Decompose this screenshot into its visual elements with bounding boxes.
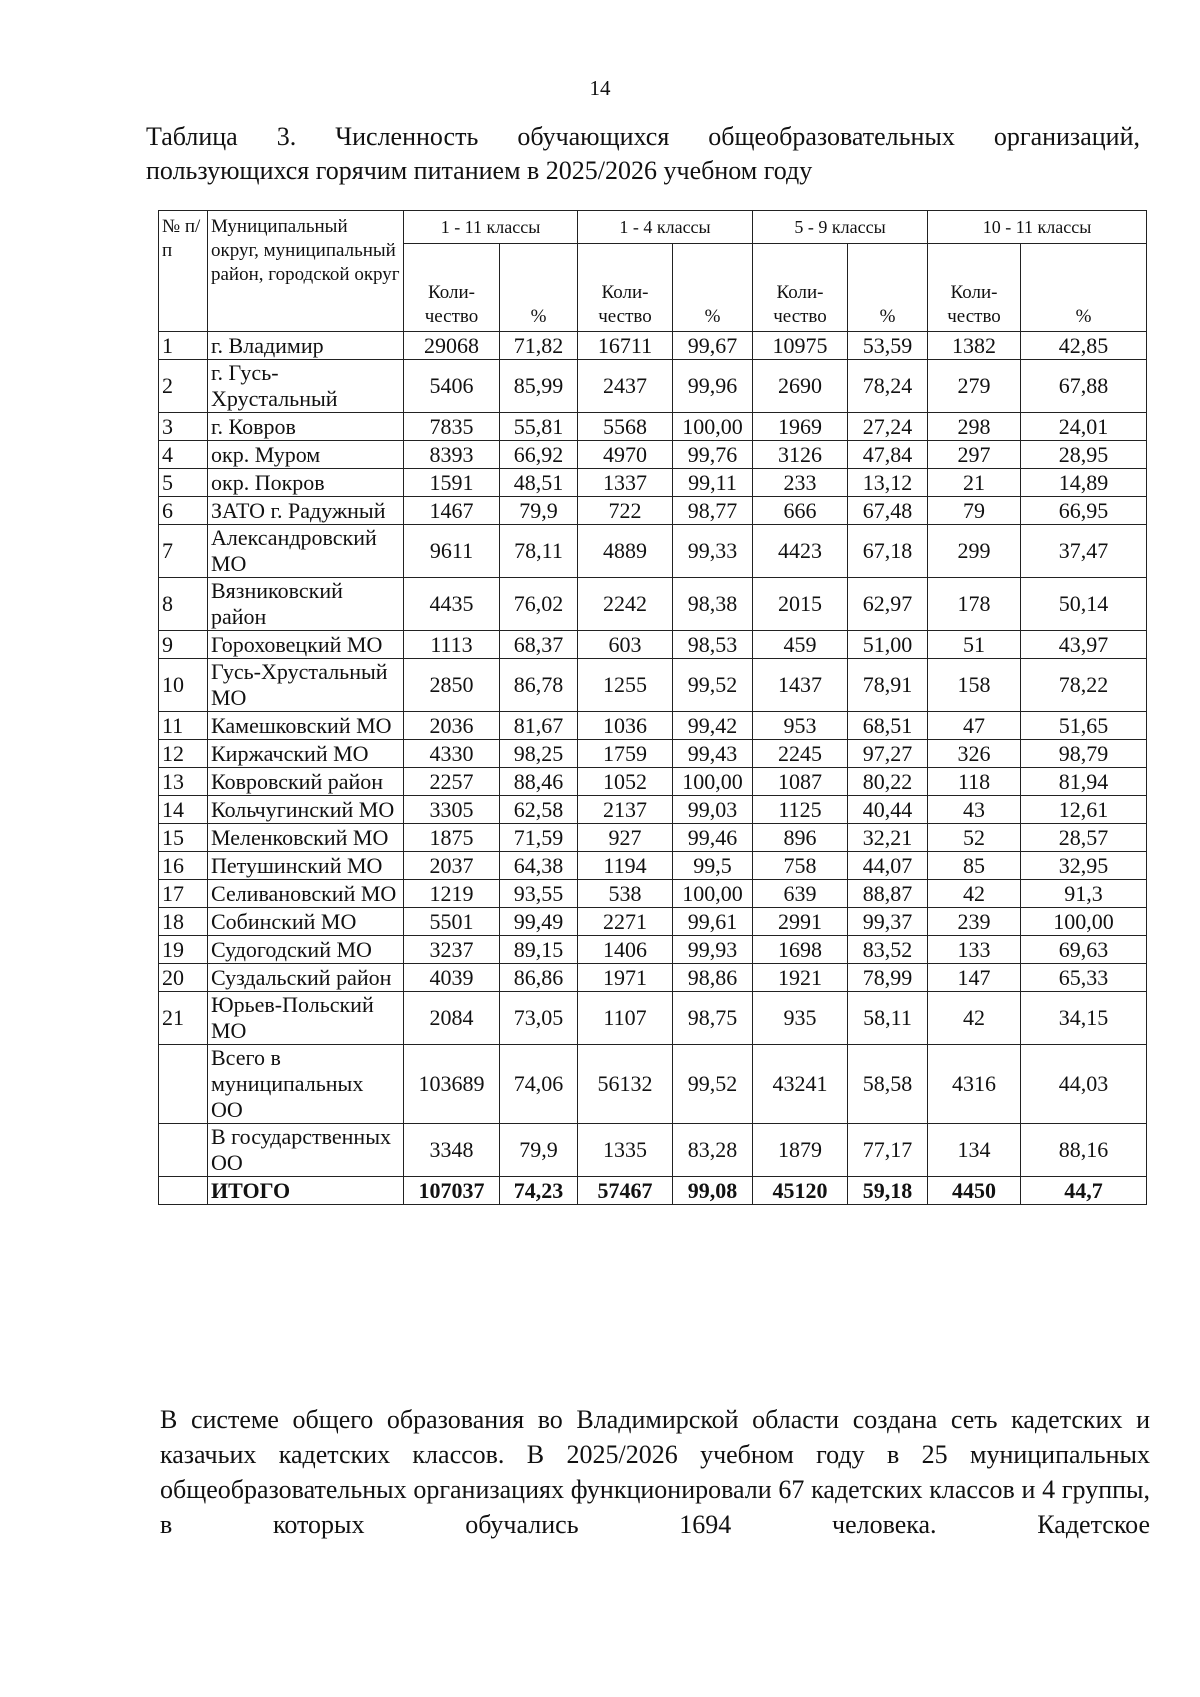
cell-percent: 58,58 (848, 1045, 928, 1124)
cell-quantity: 722 (578, 497, 673, 525)
cell-quantity: 2991 (753, 908, 848, 936)
cell-percent: 13,12 (848, 469, 928, 497)
row-municipality: г. Ковров (208, 413, 404, 441)
row-municipality: Суздальский район (208, 964, 404, 992)
cell-percent: 100,00 (673, 880, 753, 908)
cell-percent: 50,14 (1021, 578, 1147, 631)
cell-percent: 58,11 (848, 992, 928, 1045)
cell-percent: 37,47 (1021, 525, 1147, 578)
header-group-1-11: 1 - 11 классы (404, 211, 578, 244)
table-row (159, 880, 1147, 908)
row-municipality: Всего в муниципальных ОО (208, 1045, 404, 1124)
cell-percent: 98,53 (673, 631, 753, 659)
table-row (159, 936, 1147, 964)
cell-quantity: 298 (928, 413, 1021, 441)
cell-percent: 86,78 (500, 659, 578, 712)
row-municipality: Гороховецкий МО (208, 631, 404, 659)
row-number: 11 (159, 712, 208, 740)
header-group-10-11: 10 - 11 классы (928, 211, 1147, 244)
cell-quantity: 1467 (404, 497, 500, 525)
cell-percent: 99,37 (848, 908, 928, 936)
cell-quantity: 2257 (404, 768, 500, 796)
cell-percent: 88,87 (848, 880, 928, 908)
cell-percent: 44,03 (1021, 1045, 1147, 1124)
row-number: 5 (159, 469, 208, 497)
cell-quantity: 4450 (928, 1177, 1021, 1205)
table-header-row-groups (159, 211, 1147, 244)
row-number (159, 1045, 208, 1124)
cell-percent: 99,67 (673, 332, 753, 360)
cell-quantity: 10975 (753, 332, 848, 360)
row-number: 4 (159, 441, 208, 469)
table-row (159, 360, 1147, 413)
row-number (159, 1177, 208, 1205)
cell-quantity: 1036 (578, 712, 673, 740)
cell-percent: 99,93 (673, 936, 753, 964)
cell-percent: 71,59 (500, 824, 578, 852)
cell-percent: 24,01 (1021, 413, 1147, 441)
cell-quantity: 1406 (578, 936, 673, 964)
cell-percent: 53,59 (848, 332, 928, 360)
cell-percent: 85,99 (500, 360, 578, 413)
cell-quantity: 2084 (404, 992, 500, 1045)
cell-percent: 99,5 (673, 852, 753, 880)
cell-percent: 98,79 (1021, 740, 1147, 768)
row-municipality: окр. Покров (208, 469, 404, 497)
cell-percent: 66,95 (1021, 497, 1147, 525)
header-num: № п/п (159, 211, 208, 332)
row-number: 20 (159, 964, 208, 992)
table-row (159, 441, 1147, 469)
table-row (159, 1045, 1147, 1124)
cell-quantity: 4970 (578, 441, 673, 469)
cell-percent: 81,67 (500, 712, 578, 740)
cell-quantity: 1125 (753, 796, 848, 824)
cell-percent: 98,86 (673, 964, 753, 992)
table-row (159, 964, 1147, 992)
cell-quantity: 1875 (404, 824, 500, 852)
cell-quantity: 7835 (404, 413, 500, 441)
table-row (159, 852, 1147, 880)
header-qty: Коли-чество (753, 244, 848, 332)
row-municipality: окр. Муром (208, 441, 404, 469)
cell-percent: 34,15 (1021, 992, 1147, 1045)
cell-percent: 55,81 (500, 413, 578, 441)
header-municipality: Муниципальный округ, муниципальный район, городской округ (208, 211, 404, 332)
table-row (159, 497, 1147, 525)
cell-quantity: 1921 (753, 964, 848, 992)
cell-quantity: 1194 (578, 852, 673, 880)
cell-quantity: 57467 (578, 1177, 673, 1205)
header-pct: % (500, 244, 578, 332)
header-qty: Коли-чество (578, 244, 673, 332)
cell-quantity: 1879 (753, 1124, 848, 1177)
cell-quantity: 47 (928, 712, 1021, 740)
row-number: 2 (159, 360, 208, 413)
row-number: 3 (159, 413, 208, 441)
row-municipality: г. Гусь-Хрустальный (208, 360, 404, 413)
cell-quantity: 1052 (578, 768, 673, 796)
cell-quantity: 1335 (578, 1124, 673, 1177)
cell-quantity: 233 (753, 469, 848, 497)
cell-quantity: 2850 (404, 659, 500, 712)
cell-percent: 68,37 (500, 631, 578, 659)
row-number: 8 (159, 578, 208, 631)
cell-percent: 99,03 (673, 796, 753, 824)
cell-quantity: 85 (928, 852, 1021, 880)
cell-percent: 99,52 (673, 659, 753, 712)
table-row (159, 332, 1147, 360)
table-row (159, 992, 1147, 1045)
cell-quantity: 2036 (404, 712, 500, 740)
cell-percent: 98,77 (673, 497, 753, 525)
table-row (159, 469, 1147, 497)
cell-quantity: 953 (753, 712, 848, 740)
header-pct: % (1021, 244, 1147, 332)
row-municipality: Александровский МО (208, 525, 404, 578)
row-number: 1 (159, 332, 208, 360)
cell-quantity: 1591 (404, 469, 500, 497)
cell-quantity: 666 (753, 497, 848, 525)
cell-percent: 78,99 (848, 964, 928, 992)
cell-quantity: 118 (928, 768, 1021, 796)
row-municipality: Юрьев-Польский МО (208, 992, 404, 1045)
cell-percent: 28,57 (1021, 824, 1147, 852)
row-municipality: Собинский МО (208, 908, 404, 936)
cell-percent: 32,95 (1021, 852, 1147, 880)
cell-quantity: 3126 (753, 441, 848, 469)
table-row (159, 824, 1147, 852)
cell-percent: 99,46 (673, 824, 753, 852)
cell-percent: 99,08 (673, 1177, 753, 1205)
cell-percent: 67,88 (1021, 360, 1147, 413)
cell-percent: 99,43 (673, 740, 753, 768)
cell-quantity: 43241 (753, 1045, 848, 1124)
cell-percent: 32,21 (848, 824, 928, 852)
row-municipality: ЗАТО г. Радужный (208, 497, 404, 525)
cell-quantity: 299 (928, 525, 1021, 578)
cell-quantity: 2690 (753, 360, 848, 413)
cell-percent: 99,33 (673, 525, 753, 578)
cell-quantity: 43 (928, 796, 1021, 824)
cell-quantity: 1255 (578, 659, 673, 712)
cell-quantity: 1437 (753, 659, 848, 712)
cell-percent: 100,00 (673, 413, 753, 441)
cell-percent: 89,15 (500, 936, 578, 964)
cell-percent: 99,61 (673, 908, 753, 936)
row-municipality: Кольчугинский МО (208, 796, 404, 824)
cell-percent: 100,00 (673, 768, 753, 796)
cell-percent: 86,86 (500, 964, 578, 992)
cell-percent: 78,22 (1021, 659, 1147, 712)
row-municipality: г. Владимир (208, 332, 404, 360)
cell-percent: 47,84 (848, 441, 928, 469)
cell-quantity: 4330 (404, 740, 500, 768)
row-municipality: Гусь-Хрустальный МО (208, 659, 404, 712)
cell-percent: 83,52 (848, 936, 928, 964)
header-group-1-4: 1 - 4 классы (578, 211, 753, 244)
row-number: 10 (159, 659, 208, 712)
cell-quantity: 134 (928, 1124, 1021, 1177)
cell-percent: 99,96 (673, 360, 753, 413)
cell-quantity: 3305 (404, 796, 500, 824)
table-row (159, 413, 1147, 441)
cell-quantity: 5406 (404, 360, 500, 413)
cell-quantity: 297 (928, 441, 1021, 469)
row-municipality: Петушинский МО (208, 852, 404, 880)
cell-quantity: 603 (578, 631, 673, 659)
table-row (159, 1124, 1147, 1177)
row-municipality: Камешковский МО (208, 712, 404, 740)
cell-percent: 78,11 (500, 525, 578, 578)
cell-percent: 99,11 (673, 469, 753, 497)
cell-quantity: 103689 (404, 1045, 500, 1124)
table-row (159, 740, 1147, 768)
cell-percent: 91,3 (1021, 880, 1147, 908)
cell-percent: 80,22 (848, 768, 928, 796)
cell-quantity: 21 (928, 469, 1021, 497)
row-number: 12 (159, 740, 208, 768)
cell-percent: 88,16 (1021, 1124, 1147, 1177)
cell-quantity: 2437 (578, 360, 673, 413)
cell-quantity: 79 (928, 497, 1021, 525)
row-number (159, 1124, 208, 1177)
table-body (159, 332, 1147, 1205)
cell-percent: 79,9 (500, 1124, 578, 1177)
cell-quantity: 2245 (753, 740, 848, 768)
cell-quantity: 3237 (404, 936, 500, 964)
cell-quantity: 459 (753, 631, 848, 659)
cell-quantity: 8393 (404, 441, 500, 469)
cell-quantity: 326 (928, 740, 1021, 768)
row-municipality: Селивановский МО (208, 880, 404, 908)
cell-quantity: 2242 (578, 578, 673, 631)
cell-percent: 27,24 (848, 413, 928, 441)
cell-percent: 62,97 (848, 578, 928, 631)
cell-quantity: 178 (928, 578, 1021, 631)
cell-percent: 68,51 (848, 712, 928, 740)
cell-quantity: 9611 (404, 525, 500, 578)
cell-quantity: 4435 (404, 578, 500, 631)
cell-percent: 28,95 (1021, 441, 1147, 469)
row-number: 19 (159, 936, 208, 964)
cell-quantity: 29068 (404, 332, 500, 360)
cell-percent: 62,58 (500, 796, 578, 824)
row-number: 14 (159, 796, 208, 824)
cell-percent: 67,48 (848, 497, 928, 525)
row-number: 6 (159, 497, 208, 525)
row-municipality: Судогодский МО (208, 936, 404, 964)
cell-quantity: 279 (928, 360, 1021, 413)
header-qty: Коли-чество (928, 244, 1021, 332)
page-number: 14 (589, 76, 611, 100)
cell-percent: 98,25 (500, 740, 578, 768)
cell-quantity: 5568 (578, 413, 673, 441)
cell-percent: 98,38 (673, 578, 753, 631)
cell-percent: 93,55 (500, 880, 578, 908)
cell-percent: 12,61 (1021, 796, 1147, 824)
cell-percent: 99,52 (673, 1045, 753, 1124)
cell-percent: 64,38 (500, 852, 578, 880)
table-row (159, 578, 1147, 631)
cell-quantity: 133 (928, 936, 1021, 964)
cell-percent: 43,97 (1021, 631, 1147, 659)
cell-quantity: 758 (753, 852, 848, 880)
cell-quantity: 4423 (753, 525, 848, 578)
cell-quantity: 56132 (578, 1045, 673, 1124)
header-group-5-9: 5 - 9 классы (753, 211, 928, 244)
header-pct: % (848, 244, 928, 332)
header-pct: % (673, 244, 753, 332)
cell-quantity: 107037 (404, 1177, 500, 1205)
cell-percent: 42,85 (1021, 332, 1147, 360)
cell-quantity: 2037 (404, 852, 500, 880)
cell-quantity: 2137 (578, 796, 673, 824)
cell-quantity: 1337 (578, 469, 673, 497)
cell-percent: 51,00 (848, 631, 928, 659)
cell-percent: 48,51 (500, 469, 578, 497)
cell-quantity: 51 (928, 631, 1021, 659)
cell-percent: 65,33 (1021, 964, 1147, 992)
row-number: 17 (159, 880, 208, 908)
cell-quantity: 4039 (404, 964, 500, 992)
cell-quantity: 927 (578, 824, 673, 852)
cell-percent: 66,92 (500, 441, 578, 469)
cell-quantity: 2015 (753, 578, 848, 631)
cell-percent: 59,18 (848, 1177, 928, 1205)
cell-quantity: 45120 (753, 1177, 848, 1205)
cell-quantity: 1087 (753, 768, 848, 796)
row-municipality: Ковровский район (208, 768, 404, 796)
cell-quantity: 4889 (578, 525, 673, 578)
row-municipality: Вязниковский район (208, 578, 404, 631)
cell-percent: 76,02 (500, 578, 578, 631)
cell-quantity: 1698 (753, 936, 848, 964)
cell-percent: 99,76 (673, 441, 753, 469)
cell-quantity: 639 (753, 880, 848, 908)
cell-percent: 74,23 (500, 1177, 578, 1205)
cell-percent: 44,7 (1021, 1177, 1147, 1205)
cell-quantity: 935 (753, 992, 848, 1045)
cell-percent: 69,63 (1021, 936, 1147, 964)
row-number: 16 (159, 852, 208, 880)
cell-percent: 79,9 (500, 497, 578, 525)
table-row (159, 768, 1147, 796)
table-caption: Таблица 3. Численность обучающихся общеобразовательных организаций, пользующихся горячим питанием в 2025/2026 учебном году (146, 122, 1140, 185)
cell-percent: 71,82 (500, 332, 578, 360)
cell-quantity: 42 (928, 880, 1021, 908)
cell-percent: 98,75 (673, 992, 753, 1045)
cell-percent: 40,44 (848, 796, 928, 824)
cell-percent: 100,00 (1021, 908, 1147, 936)
cell-percent: 99,42 (673, 712, 753, 740)
row-municipality: ИТОГО (208, 1177, 404, 1205)
header-qty: Коли-чество (404, 244, 500, 332)
cell-percent: 97,27 (848, 740, 928, 768)
cell-quantity: 1969 (753, 413, 848, 441)
cell-quantity: 538 (578, 880, 673, 908)
cell-quantity: 4316 (928, 1045, 1021, 1124)
body-paragraph: В системе общего образования во Владимирской области создана сеть кадетских и казачьих кадетских классов. В 2025/2026 учебном году в 25 муниципальных общеобразовательных организациях функционировали 67 кадетских классов и 4 группы, в которых обучались 1694 человека. Кадетское (160, 1405, 1150, 1539)
hot-meals-table (158, 210, 1147, 1205)
row-number: 15 (159, 824, 208, 852)
cell-quantity: 5501 (404, 908, 500, 936)
cell-quantity: 52 (928, 824, 1021, 852)
cell-quantity: 42 (928, 992, 1021, 1045)
row-number: 21 (159, 992, 208, 1045)
cell-quantity: 1759 (578, 740, 673, 768)
row-number: 18 (159, 908, 208, 936)
cell-quantity: 158 (928, 659, 1021, 712)
cell-percent: 77,17 (848, 1124, 928, 1177)
cell-quantity: 896 (753, 824, 848, 852)
cell-percent: 67,18 (848, 525, 928, 578)
cell-quantity: 16711 (578, 332, 673, 360)
table-row (159, 659, 1147, 712)
row-number: 9 (159, 631, 208, 659)
cell-quantity: 1219 (404, 880, 500, 908)
cell-percent: 88,46 (500, 768, 578, 796)
cell-percent: 14,89 (1021, 469, 1147, 497)
cell-percent: 44,07 (848, 852, 928, 880)
row-municipality: Меленковский МО (208, 824, 404, 852)
cell-quantity: 3348 (404, 1124, 500, 1177)
table-row (159, 796, 1147, 824)
table-row (159, 1177, 1147, 1205)
cell-quantity: 239 (928, 908, 1021, 936)
table-row (159, 631, 1147, 659)
cell-percent: 74,06 (500, 1045, 578, 1124)
cell-quantity: 147 (928, 964, 1021, 992)
cell-percent: 78,24 (848, 360, 928, 413)
cell-quantity: 1113 (404, 631, 500, 659)
row-number: 13 (159, 768, 208, 796)
cell-quantity: 2271 (578, 908, 673, 936)
cell-quantity: 1107 (578, 992, 673, 1045)
table-row (159, 908, 1147, 936)
cell-percent: 99,49 (500, 908, 578, 936)
table-row (159, 712, 1147, 740)
cell-percent: 51,65 (1021, 712, 1147, 740)
table-row (159, 525, 1147, 578)
cell-percent: 83,28 (673, 1124, 753, 1177)
row-number: 7 (159, 525, 208, 578)
cell-percent: 81,94 (1021, 768, 1147, 796)
cell-quantity: 1971 (578, 964, 673, 992)
row-municipality: В государственных ОО (208, 1124, 404, 1177)
cell-percent: 73,05 (500, 992, 578, 1045)
cell-percent: 78,91 (848, 659, 928, 712)
cell-quantity: 1382 (928, 332, 1021, 360)
row-municipality: Киржачский МО (208, 740, 404, 768)
